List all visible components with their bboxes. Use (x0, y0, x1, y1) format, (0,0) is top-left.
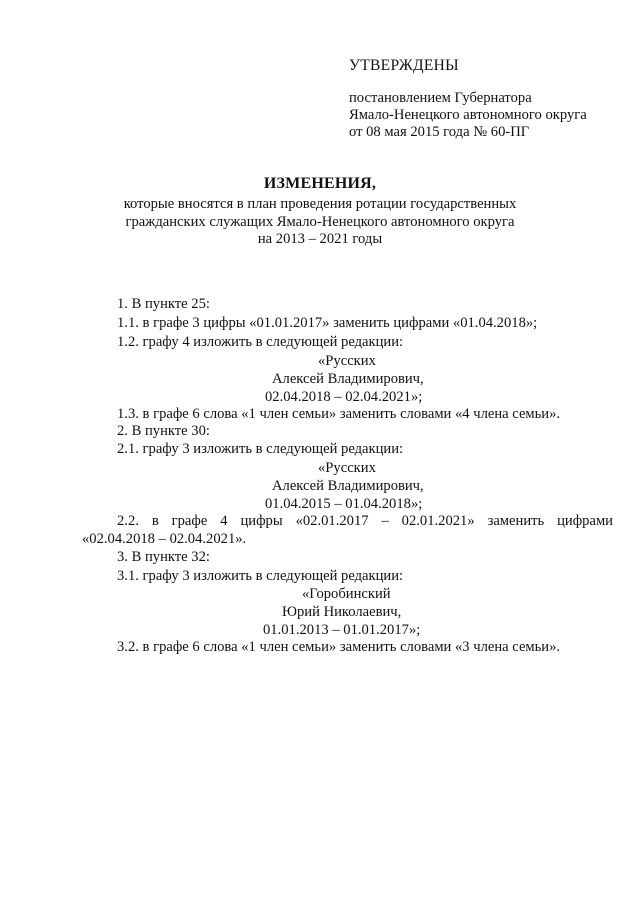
approval-title: УТВЕРЖДЕНЫ (349, 57, 459, 74)
item-1-2-quote-line-2: Алексей Владимирович, (272, 371, 424, 387)
item-1-2: 1.2. графу 4 изложить в следующей редакции: (117, 334, 404, 350)
item-3-1-quote-line-2: Юрий Николаевич, (282, 604, 402, 620)
item-2-2-line-1: 2.2. в графе 4 цифры «02.01.2017 – 02.01.2021» заменить цифрами (117, 513, 613, 529)
approval-line-3: от 08 мая 2015 года № 60-ПГ (349, 124, 530, 140)
item-1: 1. В пункте 25: (117, 296, 210, 312)
item-3: 3. В пункте 32: (117, 549, 210, 565)
item-1-2-quote-line-1: «Русских (318, 353, 376, 369)
document-subtitle-3: на 2013 – 2021 годы (257, 231, 383, 247)
item-3-1-quote-line-3: 01.01.2013 – 01.01.2017»; (263, 622, 421, 638)
document-title: ИЗМЕНЕНИЯ, (263, 175, 377, 192)
item-3-1-quote-line-1: «Горобинский (302, 586, 391, 602)
item-2-1-quote-line-2: Алексей Владимирович, (272, 478, 424, 494)
item-1-3: 1.3. в графе 6 слова «1 член семьи» заменить словами «4 члена семьи». (117, 406, 561, 422)
approval-line-1: постановлением Губернатора (349, 90, 532, 106)
document-subtitle-2: гражданских служащих Ямало-Ненецкого автономного округа (125, 214, 515, 230)
item-2-1-quote-line-3: 01.04.2015 – 01.04.2018»; (265, 496, 423, 512)
item-2-2-line-2: «02.04.2018 – 02.04.2021». (82, 531, 247, 547)
item-3-2: 3.2. в графе 6 слова «1 член семьи» заменить словами «3 члена семьи». (117, 639, 561, 655)
item-2-1-quote-line-1: «Русских (318, 460, 376, 476)
item-3-1: 3.1. графу 3 изложить в следующей редакции: (117, 568, 404, 584)
item-2: 2. В пункте 30: (117, 423, 210, 439)
item-1-1: 1.1. в графе 3 цифры «01.01.2017» заменить цифрами «01.04.2018»; (117, 315, 538, 331)
approval-line-2: Ямало-Ненецкого автономного округа (349, 107, 587, 123)
item-1-2-quote-line-3: 02.04.2018 – 02.04.2021»; (265, 389, 423, 405)
document-subtitle-1: которые вносятся в план проведения ротации государственных (123, 196, 517, 212)
item-2-1: 2.1. графу 3 изложить в следующей редакции: (117, 441, 404, 457)
